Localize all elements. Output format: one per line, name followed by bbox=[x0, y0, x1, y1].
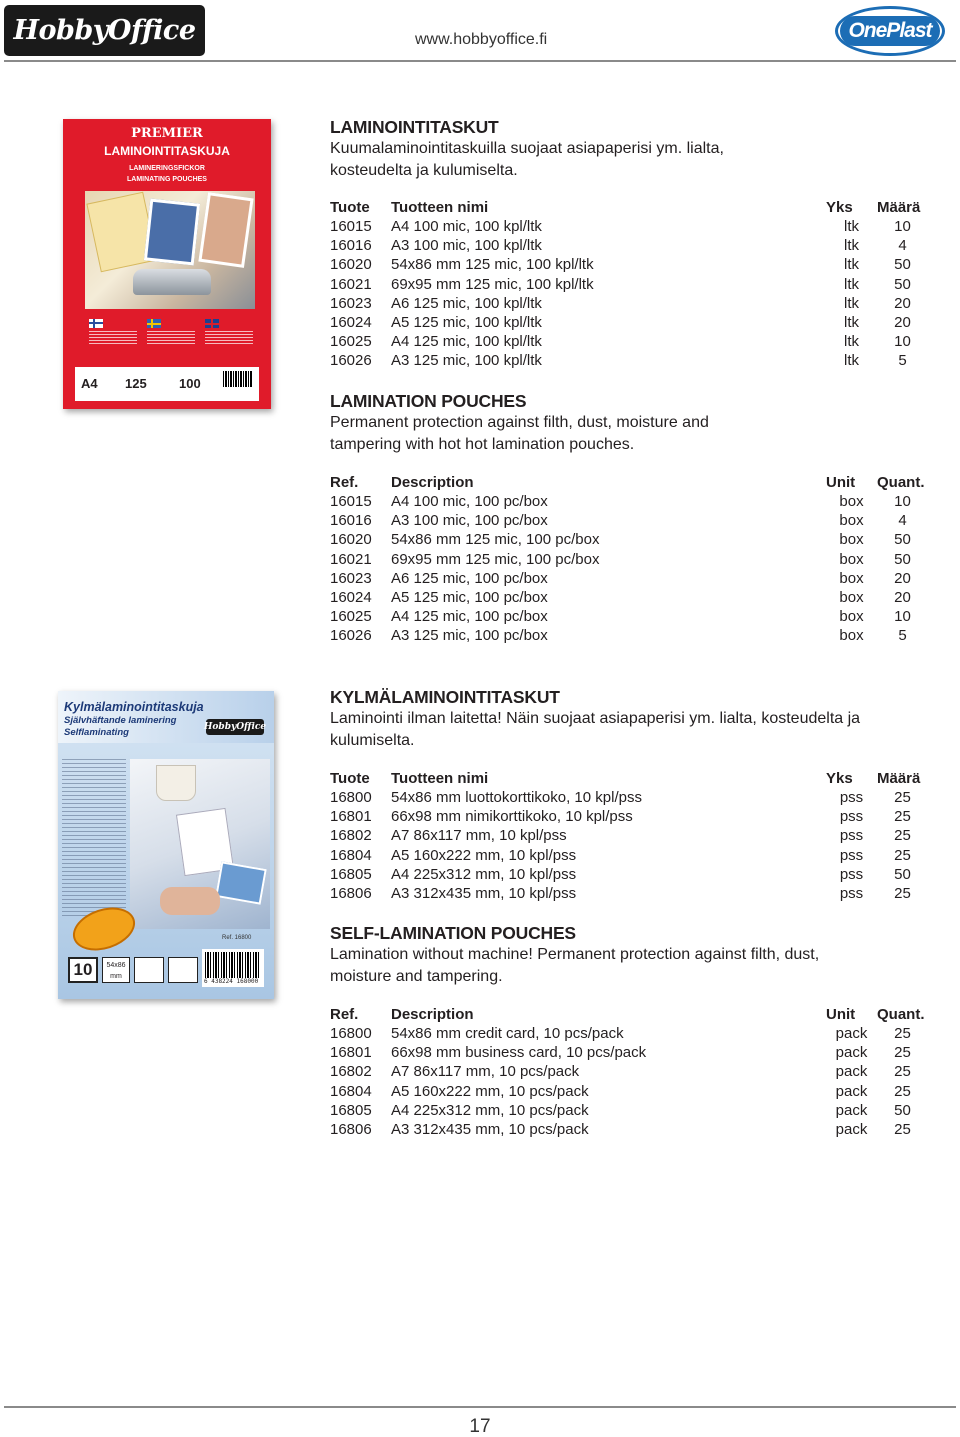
section-title: LAMINOINTITASKUT bbox=[330, 117, 499, 137]
cell-description: 54x86 mm 125 mic, 100 kpl/ltk bbox=[391, 256, 594, 274]
sweden-flag-icon bbox=[147, 319, 161, 328]
cell-unit: ltk bbox=[844, 275, 859, 293]
cell-unit: pack bbox=[835, 1063, 868, 1081]
cell-ref: 16024 bbox=[330, 589, 372, 607]
cell-quantity: 20 bbox=[894, 569, 911, 587]
cell-ref: 16023 bbox=[330, 569, 372, 587]
package-brand: PREMIER bbox=[131, 126, 203, 141]
section-laminointitaskut bbox=[330, 116, 930, 371]
col-header-unit: Yks bbox=[826, 199, 853, 216]
package-micron: 125 bbox=[125, 376, 147, 391]
cell-quantity: 5 bbox=[898, 627, 907, 645]
package-text-lines bbox=[62, 759, 126, 919]
table-row bbox=[330, 569, 928, 588]
cell-ref: 16021 bbox=[330, 550, 372, 568]
cell-quantity: 50 bbox=[894, 550, 911, 568]
oneplast-logo-text: OnePlast bbox=[840, 16, 939, 46]
cell-ref: 16806 bbox=[330, 1121, 372, 1139]
cell-quantity: 50 bbox=[894, 256, 911, 274]
cell-quantity: 50 bbox=[894, 531, 911, 549]
cell-description: 66x98 mm business card, 10 pcs/pack bbox=[391, 1044, 647, 1062]
cell-ref: 16020 bbox=[330, 256, 372, 274]
cell-unit: box bbox=[839, 550, 864, 568]
laminator-machine-graphic bbox=[133, 269, 211, 295]
cell-ref: 16020 bbox=[330, 531, 372, 549]
cell-ref: 16806 bbox=[330, 885, 372, 903]
package-count: 100 bbox=[179, 376, 201, 391]
cell-description: A7 86x117 mm, 10 pcs/pack bbox=[391, 1063, 580, 1081]
cell-ref: 16023 bbox=[330, 294, 372, 312]
cell-ref: 16025 bbox=[330, 608, 372, 626]
table-row bbox=[330, 865, 928, 884]
cell-quantity: 25 bbox=[894, 827, 911, 845]
package-subtitle-se: Självhäftande laminering bbox=[64, 715, 177, 726]
product-table bbox=[330, 769, 928, 903]
table-row bbox=[330, 1082, 928, 1101]
section-title: SELF-LAMINATION POUCHES bbox=[330, 923, 576, 943]
cell-ref: 16805 bbox=[330, 865, 372, 883]
section-intro: Permanent protection against filth, dust, moisture and tampering with hot hot lamination pouches. bbox=[330, 414, 709, 453]
col-header-qty: Määrä bbox=[877, 770, 921, 787]
cell-unit: ltk bbox=[844, 352, 859, 370]
cell-ref: 16804 bbox=[330, 1082, 372, 1100]
col-header-qty: Quant. bbox=[877, 1006, 925, 1023]
product-image-self-lamination-pouches bbox=[58, 691, 274, 999]
package-size: 54x86 mm bbox=[102, 957, 130, 983]
cell-quantity: 20 bbox=[894, 314, 911, 332]
finnish-text-lines bbox=[89, 331, 137, 345]
cell-quantity: 25 bbox=[894, 808, 911, 826]
pouch-thickness-icon bbox=[134, 957, 164, 983]
table-row bbox=[330, 492, 928, 511]
cell-description: A3 125 mic, 100 kpl/ltk bbox=[391, 352, 542, 370]
product-table bbox=[330, 1005, 928, 1139]
cup-graphic bbox=[156, 765, 196, 801]
cell-unit: box bbox=[839, 569, 864, 587]
english-text-lines bbox=[205, 331, 253, 345]
cell-unit: box bbox=[839, 493, 864, 511]
cell-quantity: 10 bbox=[894, 608, 911, 626]
page-number: 17 bbox=[469, 1416, 491, 1437]
swedish-text-lines bbox=[147, 331, 195, 345]
cell-unit: pack bbox=[835, 1101, 868, 1119]
table-row bbox=[330, 332, 928, 351]
cell-description: 66x98 mm nimikorttikoko, 10 kpl/pss bbox=[391, 808, 633, 826]
package-photo bbox=[130, 759, 270, 929]
cell-quantity: 25 bbox=[894, 885, 911, 903]
table-row bbox=[330, 884, 928, 903]
cell-ref: 16805 bbox=[330, 1101, 372, 1119]
cell-description: A5 125 mic, 100 kpl/ltk bbox=[391, 314, 542, 332]
cell-unit: box bbox=[839, 608, 864, 626]
cell-description: A3 100 mic, 100 pc/box bbox=[391, 512, 548, 530]
oneplast-logo bbox=[835, 6, 945, 56]
cell-quantity: 25 bbox=[894, 1063, 911, 1081]
cell-unit: ltk bbox=[844, 256, 859, 274]
col-header-description: Description bbox=[391, 474, 474, 491]
col-header-ref: Tuote bbox=[330, 199, 370, 216]
cell-quantity: 25 bbox=[894, 846, 911, 864]
cell-ref: 16802 bbox=[330, 827, 372, 845]
package-count: 10 bbox=[68, 957, 98, 983]
col-header-name: Tuotteen nimi bbox=[391, 770, 489, 787]
barcode-number: 6 438224 168000 bbox=[204, 978, 259, 985]
cell-unit: pss bbox=[839, 846, 864, 864]
cell-unit: ltk bbox=[844, 218, 859, 236]
cell-unit: box bbox=[839, 512, 864, 530]
package-spec-boxes bbox=[64, 957, 268, 995]
cell-quantity: 4 bbox=[898, 512, 907, 530]
table-row bbox=[330, 550, 928, 569]
cell-quantity: 25 bbox=[894, 1082, 911, 1100]
cell-unit: ltk bbox=[844, 237, 859, 255]
cell-quantity: 4 bbox=[898, 237, 907, 255]
cell-description: A3 312x435 mm, 10 pcs/pack bbox=[391, 1121, 589, 1139]
table-row bbox=[330, 788, 928, 807]
cell-ref: 16015 bbox=[330, 218, 372, 236]
section-intro: Lamination without machine! Permanent protection against filth, dust, moisture and tampering. bbox=[330, 946, 820, 985]
section-title: KYLMÄLAMINOINTITASKUT bbox=[330, 687, 560, 707]
col-header-unit: Unit bbox=[826, 1006, 856, 1023]
cell-unit: box bbox=[839, 531, 864, 549]
cell-ref: 16025 bbox=[330, 333, 372, 351]
package-title: LAMINOINTITASKUJA bbox=[104, 144, 230, 158]
footer-divider bbox=[4, 1406, 956, 1408]
section-intro: Laminointi ilman laitetta! Näin suojaat asiapaperisi ym. lialta, kosteudelta ja kulumiselta. bbox=[330, 710, 861, 749]
cell-unit: pss bbox=[839, 789, 864, 807]
cell-quantity: 50 bbox=[894, 865, 911, 883]
table-row bbox=[330, 275, 928, 294]
finland-flag-icon bbox=[89, 319, 103, 328]
cell-description: A4 225x312 mm, 10 kpl/pss bbox=[391, 865, 577, 883]
language-flags bbox=[85, 319, 255, 349]
col-header-unit: Yks bbox=[826, 770, 853, 787]
header-divider bbox=[4, 60, 956, 62]
section-kylmalaminointitaskut bbox=[330, 686, 930, 903]
cell-description: A6 125 mic, 100 kpl/ltk bbox=[391, 294, 542, 312]
cell-quantity: 20 bbox=[894, 294, 911, 312]
section-self-lamination-pouches bbox=[330, 922, 930, 1139]
cell-quantity: 20 bbox=[894, 589, 911, 607]
cell-description: 54x86 mm 125 mic, 100 pc/box bbox=[391, 531, 600, 549]
cell-quantity: 25 bbox=[894, 1121, 911, 1139]
table-row bbox=[330, 1043, 928, 1062]
cell-unit: pack bbox=[835, 1025, 868, 1043]
cell-description: A6 125 mic, 100 pc/box bbox=[391, 569, 548, 587]
cell-ref: 16802 bbox=[330, 1063, 372, 1081]
cell-description: A4 225x312 mm, 10 pcs/pack bbox=[391, 1101, 589, 1119]
col-header-description: Description bbox=[391, 1006, 474, 1023]
cell-unit: pss bbox=[839, 808, 864, 826]
table-row bbox=[330, 511, 928, 530]
cell-unit: pack bbox=[835, 1082, 868, 1100]
id-card-graphic bbox=[215, 861, 267, 904]
table-row bbox=[330, 217, 928, 236]
package-photo bbox=[85, 191, 255, 309]
cell-description: 69x95 mm 125 mic, 100 kpl/ltk bbox=[391, 275, 594, 293]
cell-quantity: 50 bbox=[894, 1101, 911, 1119]
barcode-icon bbox=[205, 952, 261, 978]
table-row bbox=[330, 846, 928, 865]
cell-description: A5 125 mic, 100 pc/box bbox=[391, 589, 548, 607]
barcode bbox=[202, 949, 264, 987]
cell-ref: 16800 bbox=[330, 1025, 372, 1043]
barcode-icon bbox=[223, 371, 253, 387]
table-row bbox=[330, 294, 928, 313]
table-row bbox=[330, 826, 928, 845]
cell-quantity: 25 bbox=[894, 1025, 911, 1043]
cell-quantity: 25 bbox=[894, 789, 911, 807]
cell-ref: 16024 bbox=[330, 314, 372, 332]
product-table bbox=[330, 198, 928, 371]
package-size: A4 bbox=[81, 376, 98, 391]
hobbyoffice-logo: HobbyOffice bbox=[4, 5, 205, 56]
package-logo: HobbyOffice bbox=[206, 719, 264, 735]
col-header-ref: Ref. bbox=[330, 1006, 359, 1023]
cell-ref: 16015 bbox=[330, 493, 372, 511]
package-subtitle-se: LAMINERINGSFICKOR bbox=[129, 165, 205, 172]
table-row bbox=[330, 626, 928, 645]
table-row bbox=[330, 1062, 928, 1081]
family-photo-graphic bbox=[144, 199, 200, 266]
table-row bbox=[330, 807, 928, 826]
cell-description: A3 125 mic, 100 pc/box bbox=[391, 627, 548, 645]
package-subtitle-en: LAMINATING POUCHES bbox=[127, 176, 207, 183]
cell-ref: 16016 bbox=[330, 512, 372, 530]
cell-description: A4 125 mic, 100 kpl/ltk bbox=[391, 333, 542, 351]
cell-quantity: 10 bbox=[894, 333, 911, 351]
cell-description: 54x86 mm credit card, 10 pcs/pack bbox=[391, 1025, 624, 1043]
col-header-ref: Ref. bbox=[330, 474, 359, 491]
cell-ref: 16801 bbox=[330, 1044, 372, 1062]
hands-photo-graphic bbox=[198, 192, 253, 268]
cell-description: A3 312x435 mm, 10 kpl/pss bbox=[391, 885, 577, 903]
cell-unit: ltk bbox=[844, 333, 859, 351]
cell-description: A4 100 mic, 100 kpl/ltk bbox=[391, 218, 542, 236]
col-header-qty: Quant. bbox=[877, 474, 925, 491]
cell-description: 54x86 mm luottokorttikoko, 10 kpl/pss bbox=[391, 789, 642, 807]
cell-unit: pss bbox=[839, 885, 864, 903]
table-row bbox=[330, 530, 928, 549]
section-lamination-pouches bbox=[330, 390, 930, 646]
col-header-unit: Unit bbox=[826, 474, 856, 491]
product-table bbox=[330, 473, 928, 646]
product-image-laminating-pouches bbox=[63, 119, 271, 409]
cell-description: A4 125 mic, 100 pc/box bbox=[391, 608, 548, 626]
col-header-ref: Tuote bbox=[330, 770, 370, 787]
cell-description: A4 100 mic, 100 pc/box bbox=[391, 493, 548, 511]
col-header-qty: Määrä bbox=[877, 199, 921, 216]
cell-quantity: 50 bbox=[894, 275, 911, 293]
cell-ref: 16026 bbox=[330, 627, 372, 645]
package-ref: Ref. 16800 bbox=[222, 935, 252, 941]
table-row bbox=[330, 607, 928, 626]
cell-unit: pss bbox=[839, 865, 864, 883]
cell-unit: pss bbox=[839, 827, 864, 845]
table-row bbox=[330, 313, 928, 332]
cell-unit: box bbox=[839, 589, 864, 607]
cell-ref: 16804 bbox=[330, 846, 372, 864]
section-title: LAMINATION POUCHES bbox=[330, 391, 527, 411]
cell-ref: 16800 bbox=[330, 789, 372, 807]
cell-description: A5 160x222 mm, 10 pcs/pack bbox=[391, 1082, 589, 1100]
website-url[interactable]: www.hobbyoffice.fi bbox=[415, 31, 548, 48]
cell-quantity: 25 bbox=[894, 1044, 911, 1062]
table-row bbox=[330, 351, 928, 370]
package-spec-bar bbox=[75, 367, 259, 401]
cell-ref: 16016 bbox=[330, 237, 372, 255]
cell-description: 69x95 mm 125 mic, 100 pc/box bbox=[391, 550, 600, 568]
table-row bbox=[330, 1101, 928, 1120]
cell-unit: ltk bbox=[844, 294, 859, 312]
cell-quantity: 10 bbox=[894, 493, 911, 511]
table-row bbox=[330, 1120, 928, 1139]
cell-quantity: 5 bbox=[898, 352, 907, 370]
table-row bbox=[330, 236, 928, 255]
table-row bbox=[330, 588, 928, 607]
cell-description: A3 100 mic, 100 kpl/ltk bbox=[391, 237, 542, 255]
package-title: Kylmälaminointitaskuja bbox=[64, 700, 204, 714]
cell-quantity: 10 bbox=[894, 218, 911, 236]
cell-ref: 16026 bbox=[330, 352, 372, 370]
cell-description: A5 160x222 mm, 10 kpl/pss bbox=[391, 846, 577, 864]
hand-graphic bbox=[160, 887, 220, 915]
cell-unit: pack bbox=[835, 1044, 868, 1062]
cell-unit: box bbox=[839, 627, 864, 645]
recycle-icon bbox=[168, 957, 198, 983]
table-row bbox=[330, 1024, 928, 1043]
cell-unit: ltk bbox=[844, 314, 859, 332]
section-intro: Kuumalaminointitaskuilla suojaat asiapaperisi ym. lialta, kosteudelta ja kulumiselta. bbox=[330, 140, 724, 179]
uk-flag-icon bbox=[205, 319, 219, 328]
package-subtitle bbox=[63, 163, 271, 185]
cell-unit: pack bbox=[835, 1121, 868, 1139]
cell-ref: 16801 bbox=[330, 808, 372, 826]
package-subtitle-en: Selflaminating bbox=[64, 727, 129, 738]
table-row bbox=[330, 255, 928, 274]
col-header-name: Tuotteen nimi bbox=[391, 199, 489, 216]
cell-ref: 16021 bbox=[330, 275, 372, 293]
cell-description: A7 86x117 mm, 10 kpl/pss bbox=[391, 827, 567, 845]
